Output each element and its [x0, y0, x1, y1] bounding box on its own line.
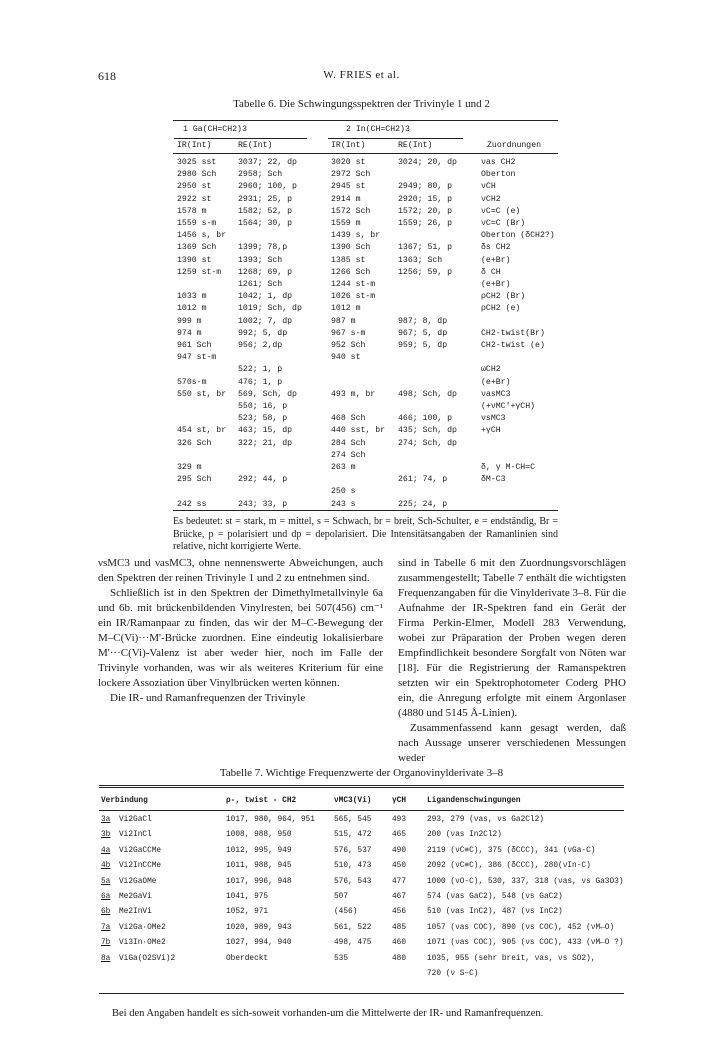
table6-cell: 1266 Sch — [331, 267, 371, 277]
table6-cell: 947 st-m — [177, 353, 217, 363]
table6-cell: (e+Br) — [481, 255, 511, 265]
table6-cell: 1019; Sch, dp — [238, 304, 302, 314]
table6-cell: 570s-m — [177, 377, 207, 387]
table7-cell: ViGa(O2SVi)2 — [119, 954, 176, 963]
table6-cell: 454 st, br — [177, 426, 227, 436]
table7-cell: 720 (ν S–C) — [427, 970, 479, 978]
table6-header: Zuordnungen — [487, 141, 542, 150]
table6-cell: ρCH2 (Br) — [481, 292, 526, 302]
table6-cell: 967 s-m — [331, 328, 366, 338]
paragraph: Die IR- und Ramanfrequenzen der Trivinyle — [110, 692, 306, 704]
table6-header: RE(Int) — [398, 141, 433, 150]
table7-header: Ligandenschwingungen — [427, 797, 521, 805]
table6-cell: 2914 m — [331, 194, 361, 204]
table7-cell: 1041, 975 — [226, 893, 269, 901]
table6-cell: 476; 1, p — [238, 377, 283, 387]
table7-cell: 200 (νas In2Cl2) — [427, 831, 502, 840]
table6-cell: 1572; 20, p — [398, 206, 453, 216]
table6-cell: 292; 44, p — [238, 475, 288, 485]
table7-cell: Vi2InCCMe — [119, 862, 162, 871]
table7-cell: 467 — [392, 893, 407, 901]
table6-cell: 1559 m — [331, 219, 361, 228]
table6-cell: δ, γ M-CH=C — [481, 463, 536, 472]
table7-cell: Vi2GaCl — [119, 816, 152, 824]
table6-cell: 242 ss — [177, 499, 207, 509]
table6-cell: 3037; 22, dp — [238, 158, 297, 167]
table7-cell: Vi3In·OMe2 — [119, 939, 166, 948]
table6-cell: 498; Sch, dp — [398, 389, 457, 399]
table7-header: ρ-, twist - CH2 — [226, 797, 297, 805]
table6-cell: 1369 Sch — [177, 243, 217, 253]
table6-cell: CH2-twist (e) — [481, 341, 545, 350]
table7-header: νMC3(Vi) — [334, 797, 372, 805]
table6-cell: 1042; 1, dp — [238, 292, 293, 302]
table6-cell: 1399; 78,p — [238, 243, 288, 253]
table6-cell: 243 s — [331, 499, 356, 509]
table6-cell: 1390 st — [177, 255, 212, 265]
table6-cell: 992; 5, dp — [238, 328, 288, 338]
table7-compound-number: 3a — [101, 816, 111, 824]
table6-cell: νasMC3 — [481, 389, 511, 399]
table7-bottom-rule — [99, 993, 624, 994]
paragraph: sind in Tabelle 6 mit den Zuordnungsvorschlägen zusammengestellt; Tabelle 7 enthält die wichtigsten Frequenzangaben für die Vinylderivate 3–8. Für die Aufnahme der IR-Spektren fand ein Gerät der Firma Perkin-Elmer, Modell 283 Verwendung, wobei zur Präparation der Proben wegen deren Empfindlichkeit besondere Sorgfalt von Nöten war [18]. Für die Registrierung der Ramanspektren setzten wir ein Spektrophotometer Coderg PHO ein, die Anregung erfolgte mit einem Argonlaser (4880 und 5145 Å-Linien). — [398, 557, 626, 719]
table6-cell: (+νMC'+γCH) — [481, 402, 536, 411]
table6-cell: 326 Sch — [177, 438, 212, 448]
table7-cell: 507 — [334, 893, 349, 901]
table6-cell: Oberton (δCH2?) — [481, 231, 555, 241]
table6-cell: 1268; 69, p — [238, 267, 293, 277]
table6-cell: 2950 st — [177, 182, 212, 192]
table7-cell: 1020, 989, 943 — [226, 923, 292, 932]
table6-cell: 1385 st — [331, 255, 366, 265]
table7-cell: 565, 545 — [334, 816, 372, 824]
table7-cell: 456 — [392, 908, 407, 917]
table6-cell: Oberton — [481, 170, 516, 180]
table6-cell: 2958; Sch — [238, 170, 283, 180]
table6-group2: 2 In(CH=CH2)3 — [346, 125, 410, 134]
table6-cell: νas CH2 — [481, 158, 516, 167]
table7-header: Verbindung — [101, 797, 148, 805]
table6-cell: 987 m — [331, 316, 356, 326]
table6-cell: 522; 1, p — [238, 365, 283, 375]
table7-cell: 465 — [392, 831, 407, 840]
table7-cell: 1035, 955 (sehr breit, νas, νs SO2), — [427, 954, 596, 963]
table6-cell: CH2-twist(Br) — [481, 328, 545, 338]
table6-cell: 274; Sch, dp — [398, 438, 457, 448]
table6-cell: ρCH2 (e) — [481, 304, 521, 314]
table7-cell: (456) — [334, 908, 358, 917]
table7-cell: 493 — [392, 816, 407, 824]
running-head: W. FRIES et al. — [323, 69, 400, 81]
table6-cell: 3024; 20, dp — [398, 158, 457, 167]
table7-header: γCH — [392, 797, 407, 805]
table7-cell: Vi2GaCCMe — [119, 846, 162, 855]
table6-group1: 1 Ga(CH=CH2)3 — [183, 125, 247, 134]
table6-cell: 1564; 30, p — [238, 219, 293, 228]
table7-cell: 1012, 995, 949 — [226, 846, 292, 855]
table6-cell: νsMC3 — [481, 414, 506, 424]
table7-cell: Vi2Ga·OMe2 — [119, 923, 166, 932]
table6-cell: δM-C3 — [481, 475, 506, 485]
table7-compound-number: 4a — [101, 846, 111, 855]
table6-cell: 2949; 80, p — [398, 182, 453, 192]
table7-header-rule — [99, 810, 624, 811]
table6-cell: (e+Br) — [481, 377, 511, 387]
table6-cell: 284 Sch — [331, 438, 366, 448]
table6-cell: 225; 24, p — [398, 499, 448, 509]
table7-cell: 293, 279 (νas, νs Ga2Cl2) — [427, 816, 544, 824]
table7-cell: 2119 (νC≡C), 375 (δCCC), 341 (νGa-C) — [427, 846, 596, 855]
table6-cell: 1367; 51, p — [398, 243, 453, 253]
table7-cell: Me2InVi — [119, 908, 152, 917]
table6-cell: 435; Sch, dp — [398, 426, 457, 436]
table6-cell: +γCH — [481, 426, 501, 436]
table7-cell: 574 (νas GaC2), 548 (νs GaC2) — [427, 893, 563, 901]
table6-cell: 322; 21, dp — [238, 438, 293, 448]
table7-cell: 1008, 988, 950 — [226, 831, 292, 840]
table7-cell: 535 — [334, 954, 349, 963]
table7-cell: 450 — [392, 862, 407, 871]
table7-cell: 477 — [392, 877, 407, 886]
table7-cell: 576, 543 — [334, 877, 372, 886]
table7-cell: 1071 (νas COC), 905 (νs COC), 433 (νM←O ?) — [427, 939, 624, 948]
table6-cell: 974 m — [177, 328, 202, 338]
table6-cell: 2931; 25, p — [238, 194, 293, 204]
table6-cell: 1244 st-m — [331, 280, 376, 289]
table6-cell: 468 Sch — [331, 414, 366, 424]
table6-cell: 940 st — [331, 353, 361, 363]
table7-cell: 2092 (νC≡C), 386 (δCCC), 280(νIn-C) — [427, 862, 591, 871]
table6-cell: 1012 m — [177, 304, 207, 314]
table7-cell: Vi2GaOMe — [119, 877, 157, 886]
table6-cell: 1033 m — [177, 292, 207, 302]
table6-cell: δs CH2 — [481, 243, 511, 253]
table6-cell: 1259 st-m — [177, 267, 222, 277]
table6-cell: 263 m — [331, 463, 356, 472]
table7-cell: 561, 522 — [334, 923, 372, 932]
table6-cell: 1572 Sch — [331, 206, 371, 216]
table7-cell: Vi2InCl — [119, 831, 152, 840]
table6-cell: 295 Sch — [177, 475, 212, 485]
table7-cell: 515, 472 — [334, 831, 372, 840]
table6-cell: ωCH2 — [481, 365, 501, 375]
table6-cell: 463; 15, dp — [238, 426, 293, 436]
paragraph: Zusammenfassend kann gesagt werden, daß nach Aussage unserer verschiedenen Messungen weder — [398, 722, 626, 764]
table7-cell: Me2GaVi — [119, 893, 152, 901]
table7-cell: 460 — [392, 939, 407, 948]
table7-cell: 1052, 971 — [226, 908, 269, 917]
table6-cell: 1256; 59, p — [398, 267, 453, 277]
table6-header: IR(Int) — [331, 141, 366, 150]
table6-cell: 1559; 26, p — [398, 219, 453, 228]
table6-cell: 2960; 100, p — [238, 182, 297, 192]
table6-footnote: Es bedeutet: st = stark, m = mittel, s = Schwach, br = breit, Sch-Schulter, e = endständig, Br = Brücke, p = polarisiert und dp = depolarisiert. Die Intensitätsangaben der Ramanlinien sind relative, nicht korrigierte Werte. — [173, 516, 558, 552]
table7-compound-number: 6b — [101, 908, 111, 917]
table7-cell: 576, 537 — [334, 846, 372, 855]
table6-cell: 2972 Sch — [331, 170, 371, 180]
table6-header: IR(Int) — [177, 141, 212, 150]
table6-cell: 967; 5, dp — [398, 328, 448, 338]
table6-cell: νCH2 — [481, 194, 501, 204]
table6-cell: 987; 8, dp — [398, 316, 448, 326]
table7-cell: 1057 (νas COC), 890 (νs COC), 452 (νM←O) — [427, 923, 615, 932]
table6-cell: 1393; Sch — [238, 255, 283, 265]
table6-cell: 523; 58, p — [238, 414, 288, 424]
table6-cell: νC=C (Br) — [481, 219, 526, 228]
table6-cell: 952 Sch — [331, 341, 366, 350]
table6-cell: 550; 16, p — [238, 402, 288, 411]
table7-compound-number: 4b — [101, 862, 111, 871]
table7-compound-number: 8a — [101, 954, 111, 963]
table7-cell: 1017, 996, 948 — [226, 877, 292, 886]
table6-cell: 1261; Sch — [238, 280, 283, 289]
table7-cell: 510, 473 — [334, 862, 372, 871]
table6-cell: 274 Sch — [331, 450, 366, 460]
table6-cell: (e+Br) — [481, 280, 511, 289]
table7-cell: 1027, 994, 940 — [226, 939, 292, 948]
table7-cell: 510 (νas InC2), 487 (νs InC2) — [427, 908, 563, 917]
table6-cell: 999 m — [177, 316, 202, 326]
table7-cell: 1011, 988, 945 — [226, 862, 292, 871]
page-number: 618 — [98, 69, 116, 83]
table6-cell: 2945 st — [331, 182, 366, 192]
table6-cell: 3025 sst — [177, 158, 217, 167]
table7-compound-number: 6a — [101, 893, 111, 901]
paragraph: Schließlich ist in den Spektren der Dimethylmetallvinyle 6a und 6b. mit brückenbildenden Vinylresten, bei 507(456) cm⁻¹ ein IR/Ramanpaar zu finden, das wir der M–C-Bewegung der M–C(Vi)···M'-Brücke zuordnen. Eine eindeutig lokalisierbare M'···C(Vi)-Valenz ist aber weder hier, noch im Falle der Trivinyle vorhanden, was wir als weiteres Kriterium für eine lockere Assoziation über Vinylbrücken werten können. — [98, 587, 383, 689]
table6-cell: 2922 st — [177, 194, 212, 204]
table6-header: RE(Int) — [238, 141, 273, 150]
table6-cell: 959; 5, dp — [398, 341, 448, 350]
table7-cell: 1000 (νO-C), 530, 337, 318 (νas, νs Ga3O3) — [427, 877, 624, 886]
table6-cell: 466; 100, p — [398, 414, 453, 424]
table6-cell: νC=C (e) — [481, 206, 521, 216]
table6-cell: δ CH — [481, 267, 501, 277]
table6-cell: 569, Sch, dp — [238, 389, 297, 399]
table7-top-rule-2 — [99, 787, 624, 788]
table7-cell: 490 — [392, 846, 407, 855]
table7-cell: Oberdeckt — [226, 954, 269, 963]
table6-cell: 1456 s, br — [177, 231, 227, 241]
table6-cell: 1559 s-m — [177, 219, 217, 228]
table7-caption: Tabelle 7. Wichtige Frequenzwerte der Organovinylderivate 3–8 — [219, 767, 504, 779]
table6-cell: 1012 m — [331, 304, 361, 314]
table6-cell: 1363; Sch — [398, 255, 443, 265]
table6-cell: 550 st, br — [177, 389, 227, 399]
table6-cell: 2980 Sch — [177, 170, 217, 180]
table6-cell: 493 m, br — [331, 389, 376, 399]
table6-cell: 1582; 52, p — [238, 206, 293, 216]
table6-cell: νCH — [481, 182, 496, 192]
table7-footnote: Bei den Angaben handelt es sich-soweit vorhanden-um die Mittelwerte der IR- und Ramanfrequenzen. — [112, 1008, 544, 1019]
table7-cell: 480 — [392, 954, 407, 963]
table7-cell: 498, 475 — [334, 939, 372, 948]
table7-compound-number: 7b — [101, 939, 111, 948]
table7-compound-number: 7a — [101, 923, 111, 932]
table6-cell: 961 Sch — [177, 341, 212, 350]
table6-cell: 261; 74, p — [398, 475, 448, 485]
table6-cell: 1390 Sch — [331, 243, 371, 253]
table6-cell: 1026 st-m — [331, 292, 376, 302]
table7-top-rule — [99, 785, 624, 786]
table6-cell: 1439 s, br — [331, 231, 381, 241]
table6-cell: 243; 33, p — [238, 499, 288, 509]
table6-cell: 956; 2,dp — [238, 341, 283, 350]
table6-cell: 1002; 7, dp — [238, 316, 293, 326]
table6-caption: Tabelle 6. Die Schwingungsspektren der Trivinyle 1 und 2 — [233, 98, 490, 110]
table7-cell: 485 — [392, 923, 407, 932]
paragraph: νsMC3 und νasMC3, ohne nennenswerte Abweichungen, auch den Spektren der reinen Trivinyle 1 und 2 zu entnehmen sind. — [98, 557, 383, 584]
table6-cell: 3020 st — [331, 158, 366, 167]
table6-cell: 2920; 15, p — [398, 194, 453, 204]
table7-compound-number: 3b — [101, 831, 111, 840]
table7-compound-number: 5a — [101, 877, 111, 886]
table6-cell: 250 s — [331, 487, 356, 497]
table6-cell: 440 sst, br — [331, 426, 386, 436]
table6-cell: 329 m — [177, 463, 202, 472]
table7-cell: 1017, 980, 964, 951 — [226, 816, 315, 824]
table6-cell: 1578 m — [177, 206, 207, 216]
